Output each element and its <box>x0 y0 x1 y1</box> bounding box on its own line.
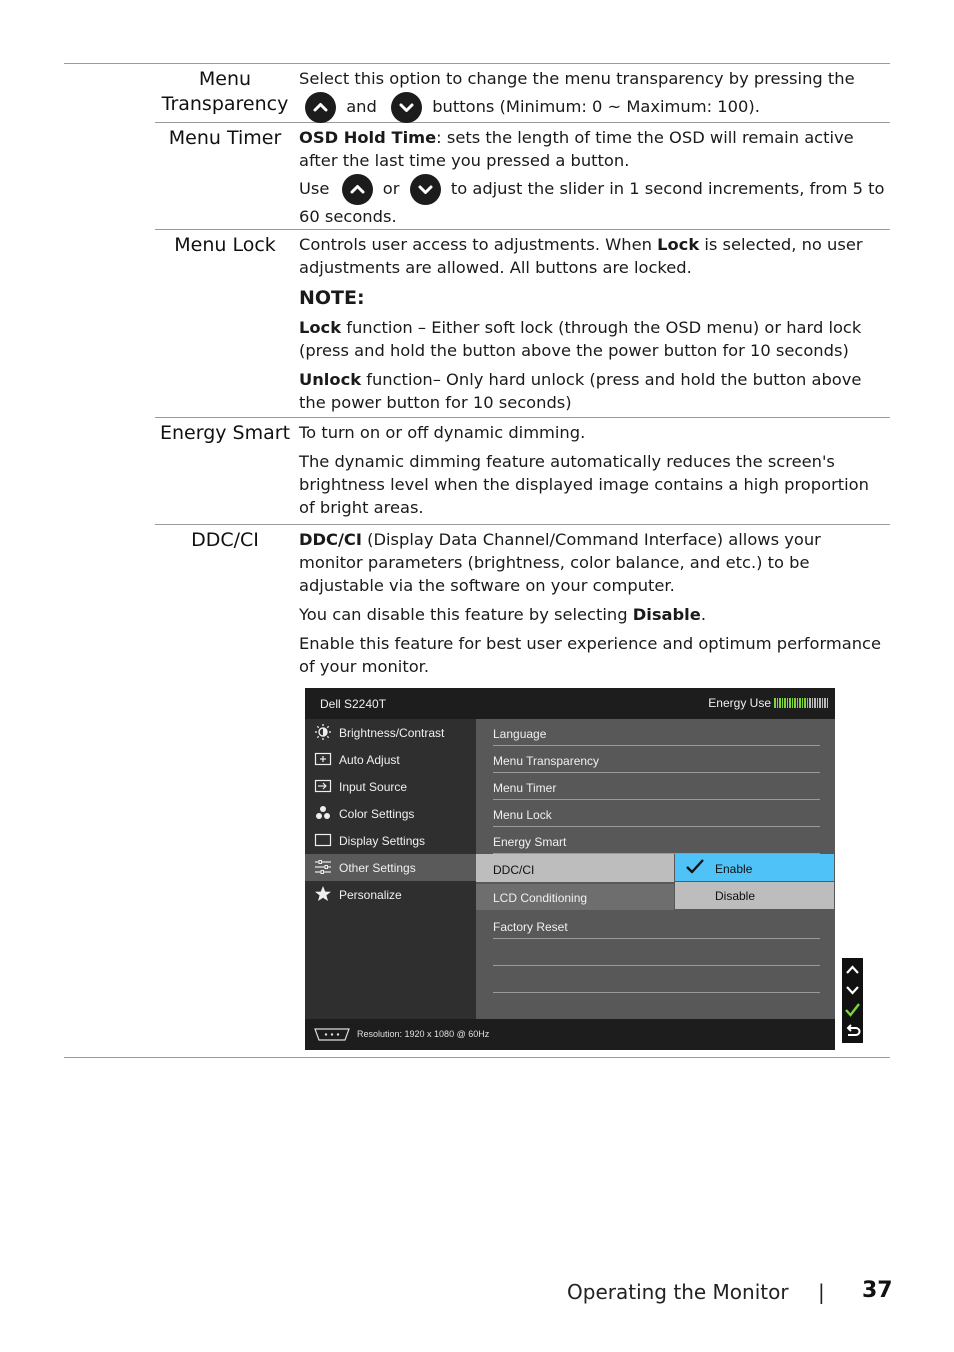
check-icon[interactable] <box>842 1000 863 1020</box>
menu-item-input-source[interactable]: Input Source <box>305 773 476 800</box>
page-number: 37 <box>862 1278 893 1303</box>
menu-item-color-settings[interactable]: Color Settings <box>305 800 476 827</box>
back-icon[interactable] <box>842 1020 863 1040</box>
submenu-empty-1 <box>493 939 820 966</box>
submenu-menu-lock[interactable]: Menu Lock <box>493 800 820 827</box>
desc-menu-transparency: Select this option to change the menu transparency by pressing the and buttons (Minimum: 0 ~ Maximum: 100). <box>299 67 885 123</box>
energy-meter: Energy Use <box>708 696 829 710</box>
option-disable[interactable]: Disable <box>675 882 834 909</box>
vga-connector-icon <box>313 1028 351 1041</box>
desc-menu-lock: Controls user access to adjustments. When Lock is selected, no user adjustments are allowed. All buttons are locked. NOTE: Lock function – Either soft lock (through the OSD menu) or hard lock (press and hold the button above the power button for 10 seconds) Unlock function– Only hard unlock (press and hold the button above the power button for 10 seconds) <box>299 233 885 414</box>
down-arrow-icon[interactable] <box>842 980 863 1000</box>
auto-adjust-icon <box>314 751 332 767</box>
down-button-icon <box>391 92 422 123</box>
option-enable[interactable]: Enable <box>675 854 834 881</box>
menu-item-display-settings[interactable]: Display Settings <box>305 827 476 854</box>
menu-item-other-settings[interactable]: Other Settings <box>305 854 476 881</box>
star-icon <box>314 886 332 902</box>
submenu-language[interactable]: Language <box>493 719 820 746</box>
footer-separator: | <box>818 1280 825 1304</box>
osd-submenu <box>476 719 835 1019</box>
energy-bars-icon <box>774 698 829 708</box>
submenu-lcd-conditioning[interactable]: LCD Conditioning <box>476 884 674 910</box>
menu-item-auto-adjust[interactable]: Auto Adjust <box>305 746 476 773</box>
rule-4 <box>155 524 890 525</box>
input-source-icon <box>314 778 332 794</box>
color-settings-icon <box>314 805 332 821</box>
desc-energy-smart: To turn on or off dynamic dimming. The dynamic dimming feature automatically reduces the screen's brightness level when the displayed image contains a high proportion of bright areas. <box>299 423 869 517</box>
submenu-ddc-ci[interactable]: DDC/CI <box>476 854 674 882</box>
osd-title: Dell S2240T <box>320 697 387 711</box>
desc-ddc-ci: DDC/CI (Display Data Channel/Command Interface) allows your monitor parameters (brightness, color balance, and etc.) to be adjustable via the software on your computer. You can disable this feature by selecting Disable. Enable this feature for best user experience and optimum performance of your monitor. <box>299 530 882 676</box>
up-button-icon <box>305 92 336 123</box>
submenu-factory-reset[interactable]: Factory Reset <box>493 912 820 939</box>
label-energy-smart: Energy Smart <box>159 422 291 444</box>
check-icon <box>685 859 705 875</box>
rule-3 <box>155 417 890 418</box>
brightness-icon <box>314 724 332 740</box>
submenu-menu-transparency[interactable]: Menu Transparency <box>493 746 820 773</box>
label-menu-transparency: Menu Transparency <box>161 68 289 115</box>
label-menu-lock: Menu Lock <box>174 234 276 256</box>
submenu-energy-smart[interactable]: Energy Smart <box>493 827 820 854</box>
label-ddc-ci: DDC/CI <box>191 529 259 551</box>
footer-section-title: Operating the Monitor <box>567 1280 789 1304</box>
osd-footer <box>305 1019 835 1050</box>
rule-bottom <box>64 1057 890 1058</box>
submenu-menu-timer[interactable]: Menu Timer <box>493 773 820 800</box>
osd-menu <box>305 688 835 1050</box>
other-settings-icon <box>314 859 332 875</box>
osd-main-menu <box>305 719 476 1019</box>
menu-item-brightness-contrast[interactable]: Brightness/Contrast <box>305 719 476 746</box>
rule-2 <box>155 229 890 230</box>
down-button-icon <box>410 174 441 205</box>
label-menu-timer: Menu Timer <box>168 127 282 149</box>
up-button-icon <box>342 174 373 205</box>
osd-keys <box>842 958 863 1043</box>
osd-header <box>305 688 835 719</box>
resolution-readout: Resolution: 1920 x 1080 @ 60Hz <box>357 1029 490 1039</box>
display-settings-icon <box>314 832 332 848</box>
menu-item-personalize[interactable]: Personalize <box>305 881 476 908</box>
desc-menu-timer: OSD Hold Time: sets the length of time the OSD will remain active after the last time you pressed a button. Use or to adjust the slider in 1 second increments, from 5 to 60 seconds. <box>299 128 885 226</box>
submenu-empty-2 <box>493 966 820 993</box>
up-arrow-icon[interactable] <box>842 960 863 980</box>
rule-top <box>64 63 890 64</box>
note-heading: NOTE: <box>299 287 365 309</box>
